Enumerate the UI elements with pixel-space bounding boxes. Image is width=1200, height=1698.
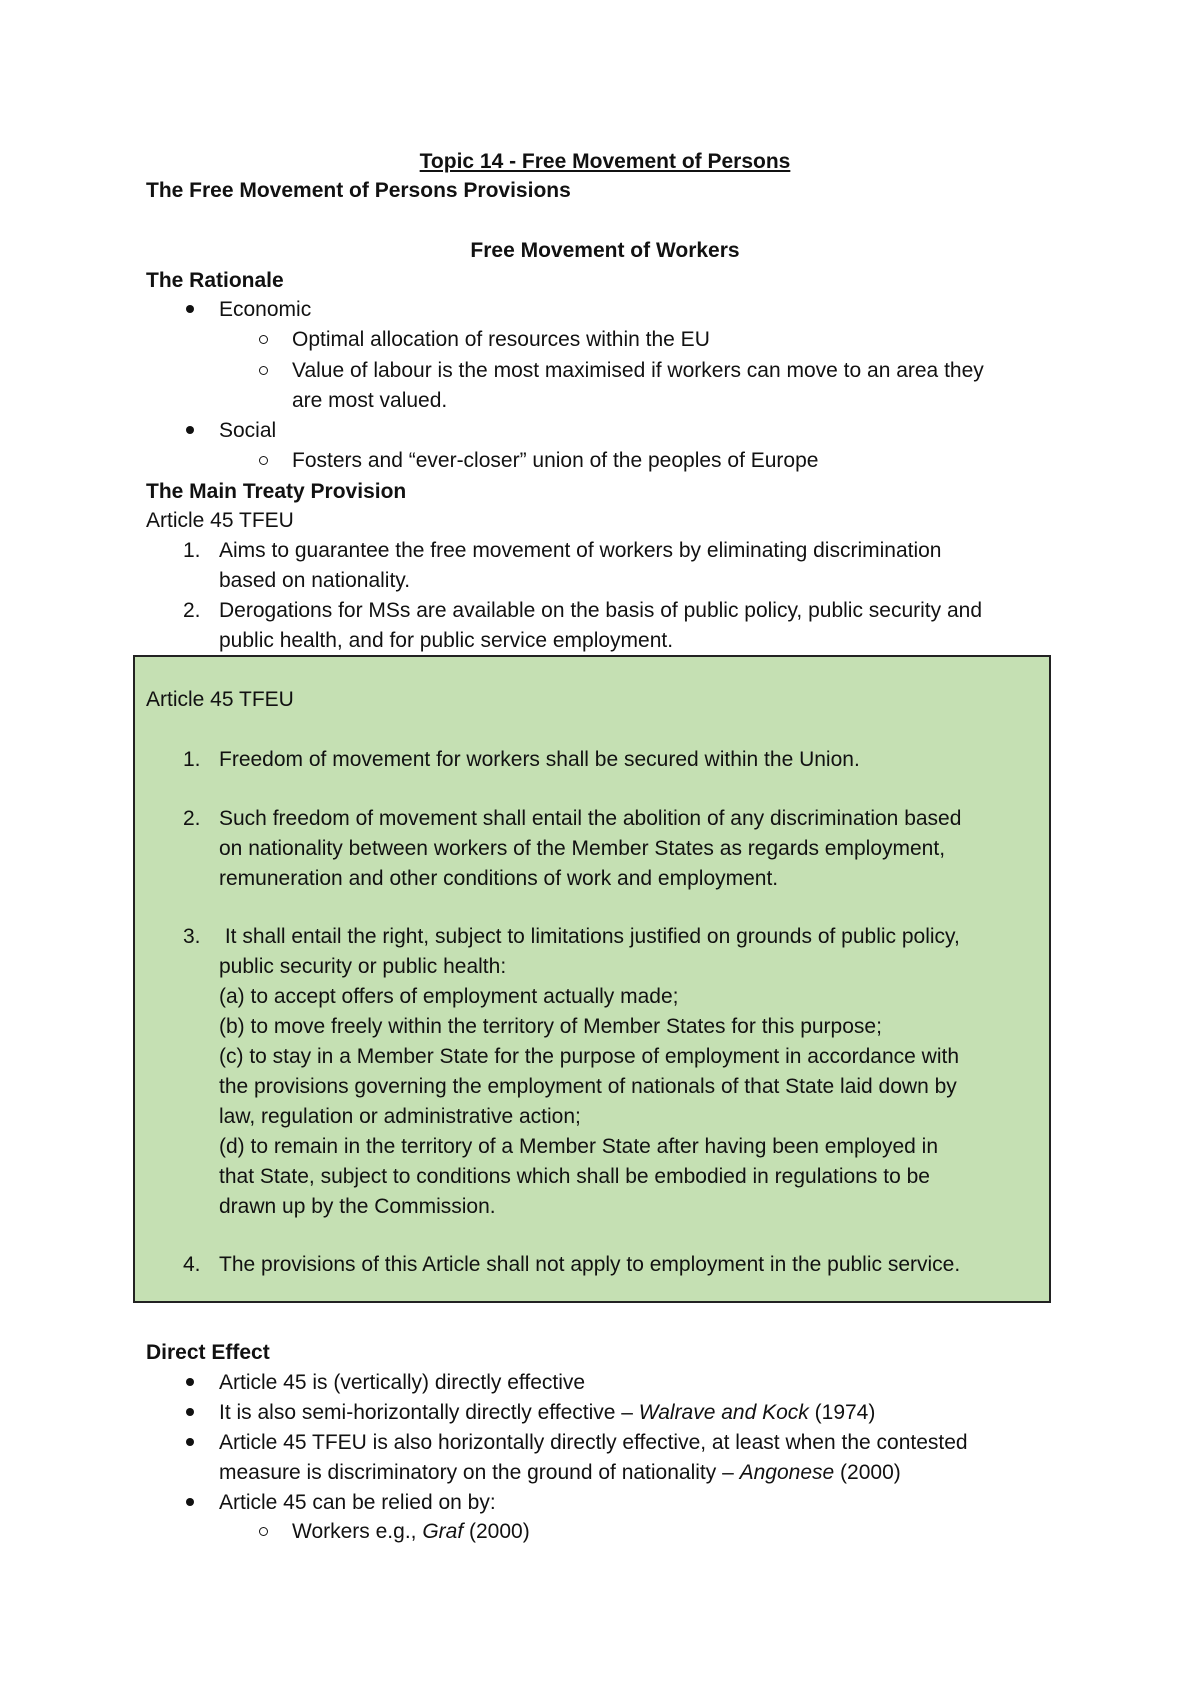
case-year: (2000): [463, 1520, 530, 1543]
treaty-point: Aims to guarantee the free movement of workers by eliminating discrimination: [219, 539, 942, 562]
article-subitem-c: (c) to stay in a Member State for the purpose of employment in accordance with: [219, 1045, 960, 1068]
article-item-continued: the provisions governing the employment of nationals of that State laid down by: [219, 1075, 957, 1098]
article-item-continued: remuneration and other conditions of work and employment.: [219, 867, 779, 890]
article-item-continued: on nationality between workers of the Member States as regards employment,: [219, 837, 946, 860]
article-item-continued: that State, subject to conditions which shall be embodied in regulations to be: [219, 1165, 930, 1188]
list-number: 2.: [183, 807, 201, 830]
bullet-icon: [186, 1438, 194, 1446]
sub-bullet-icon: [259, 456, 268, 465]
case-year: (2000): [834, 1461, 901, 1484]
social-point: Fosters and “ever-closer” union of the peoples of Europe: [292, 449, 819, 472]
economic-point: Value of labour is the most maximised if workers can move to an area they: [292, 359, 984, 382]
bullet-icon: [186, 426, 194, 434]
rationale-economic: Economic: [219, 298, 312, 321]
subsection-heading: Free Movement of Workers: [470, 239, 740, 262]
list-number: 1.: [183, 539, 201, 562]
article-item-continued: law, regulation or administrative action;: [219, 1105, 581, 1128]
point-text: Workers e.g.,: [292, 1520, 423, 1543]
article-item: The provisions of this Article shall not apply to employment in the public service.: [219, 1253, 961, 1276]
case-name: Graf: [422, 1520, 464, 1543]
direct-effect-point-continued: [219, 1458, 901, 1488]
direct-effect-point: [219, 1398, 875, 1428]
treaty-point-continued: public health, and for public service employment.: [219, 629, 674, 652]
list-number: 2.: [183, 599, 201, 622]
sub-bullet-icon: [259, 335, 268, 344]
rationale-social: Social: [219, 419, 277, 442]
treaty-heading: The Main Treaty Provision: [146, 480, 407, 503]
article-item: Such freedom of movement shall entail the abolition of any discrimination based: [219, 807, 962, 830]
direct-effect-point: Article 45 TFEU is also horizontally directly effective, at least when the contested: [219, 1431, 968, 1454]
article-box-title: Article 45 TFEU: [146, 688, 294, 711]
case-name: Angonese: [739, 1461, 835, 1484]
case-name: Walrave and Kock: [638, 1401, 809, 1424]
section-heading: The Free Movement of Persons Provisions: [146, 179, 571, 202]
direct-effect-point: Article 45 can be relied on by:: [219, 1491, 496, 1514]
economic-point: Optimal allocation of resources within the EU: [292, 328, 710, 351]
sub-bullet-icon: [259, 366, 268, 375]
article-item-continued: public security or public health:: [219, 955, 507, 978]
list-number: 4.: [183, 1253, 201, 1276]
article-subitem-a: (a) to accept offers of employment actually made;: [219, 985, 679, 1008]
treaty-point: Derogations for MSs are available on the basis of public policy, public security and: [219, 599, 983, 622]
page-title: Topic 14 - Free Movement of Persons: [419, 150, 791, 173]
point-text: measure is discriminatory on the ground of nationality –: [219, 1461, 740, 1484]
sub-bullet-icon: [259, 1527, 268, 1536]
treaty-article: Article 45 TFEU: [146, 509, 294, 532]
direct-effect-subpoint: [292, 1517, 530, 1547]
point-text: It is also semi-horizontally directly effective –: [219, 1401, 639, 1424]
article-item-continued: drawn up by the Commission.: [219, 1195, 496, 1218]
bullet-icon: [186, 1498, 194, 1506]
direct-effect-point: Article 45 is (vertically) directly effective: [219, 1371, 586, 1394]
bullet-icon: [186, 305, 194, 313]
rationale-heading: The Rationale: [146, 269, 284, 292]
article-subitem-b: (b) to move freely within the territory of Member States for this purpose;: [219, 1015, 882, 1038]
list-number: 1.: [183, 748, 201, 771]
list-number: 3.: [183, 925, 201, 948]
economic-point-continued: are most valued.: [292, 389, 448, 412]
article-subitem-d: (d) to remain in the territory of a Member State after having been employed in: [219, 1135, 939, 1158]
direct-effect-heading: Direct Effect: [146, 1341, 270, 1364]
treaty-point-continued: based on nationality.: [219, 569, 411, 592]
case-year: (1974): [808, 1401, 876, 1424]
article-item: It shall entail the right, subject to limitations justified on grounds of public policy,: [219, 925, 960, 948]
article-item: Freedom of movement for workers shall be secured within the Union.: [219, 748, 860, 771]
bullet-icon: [186, 1408, 194, 1416]
bullet-icon: [186, 1378, 194, 1386]
